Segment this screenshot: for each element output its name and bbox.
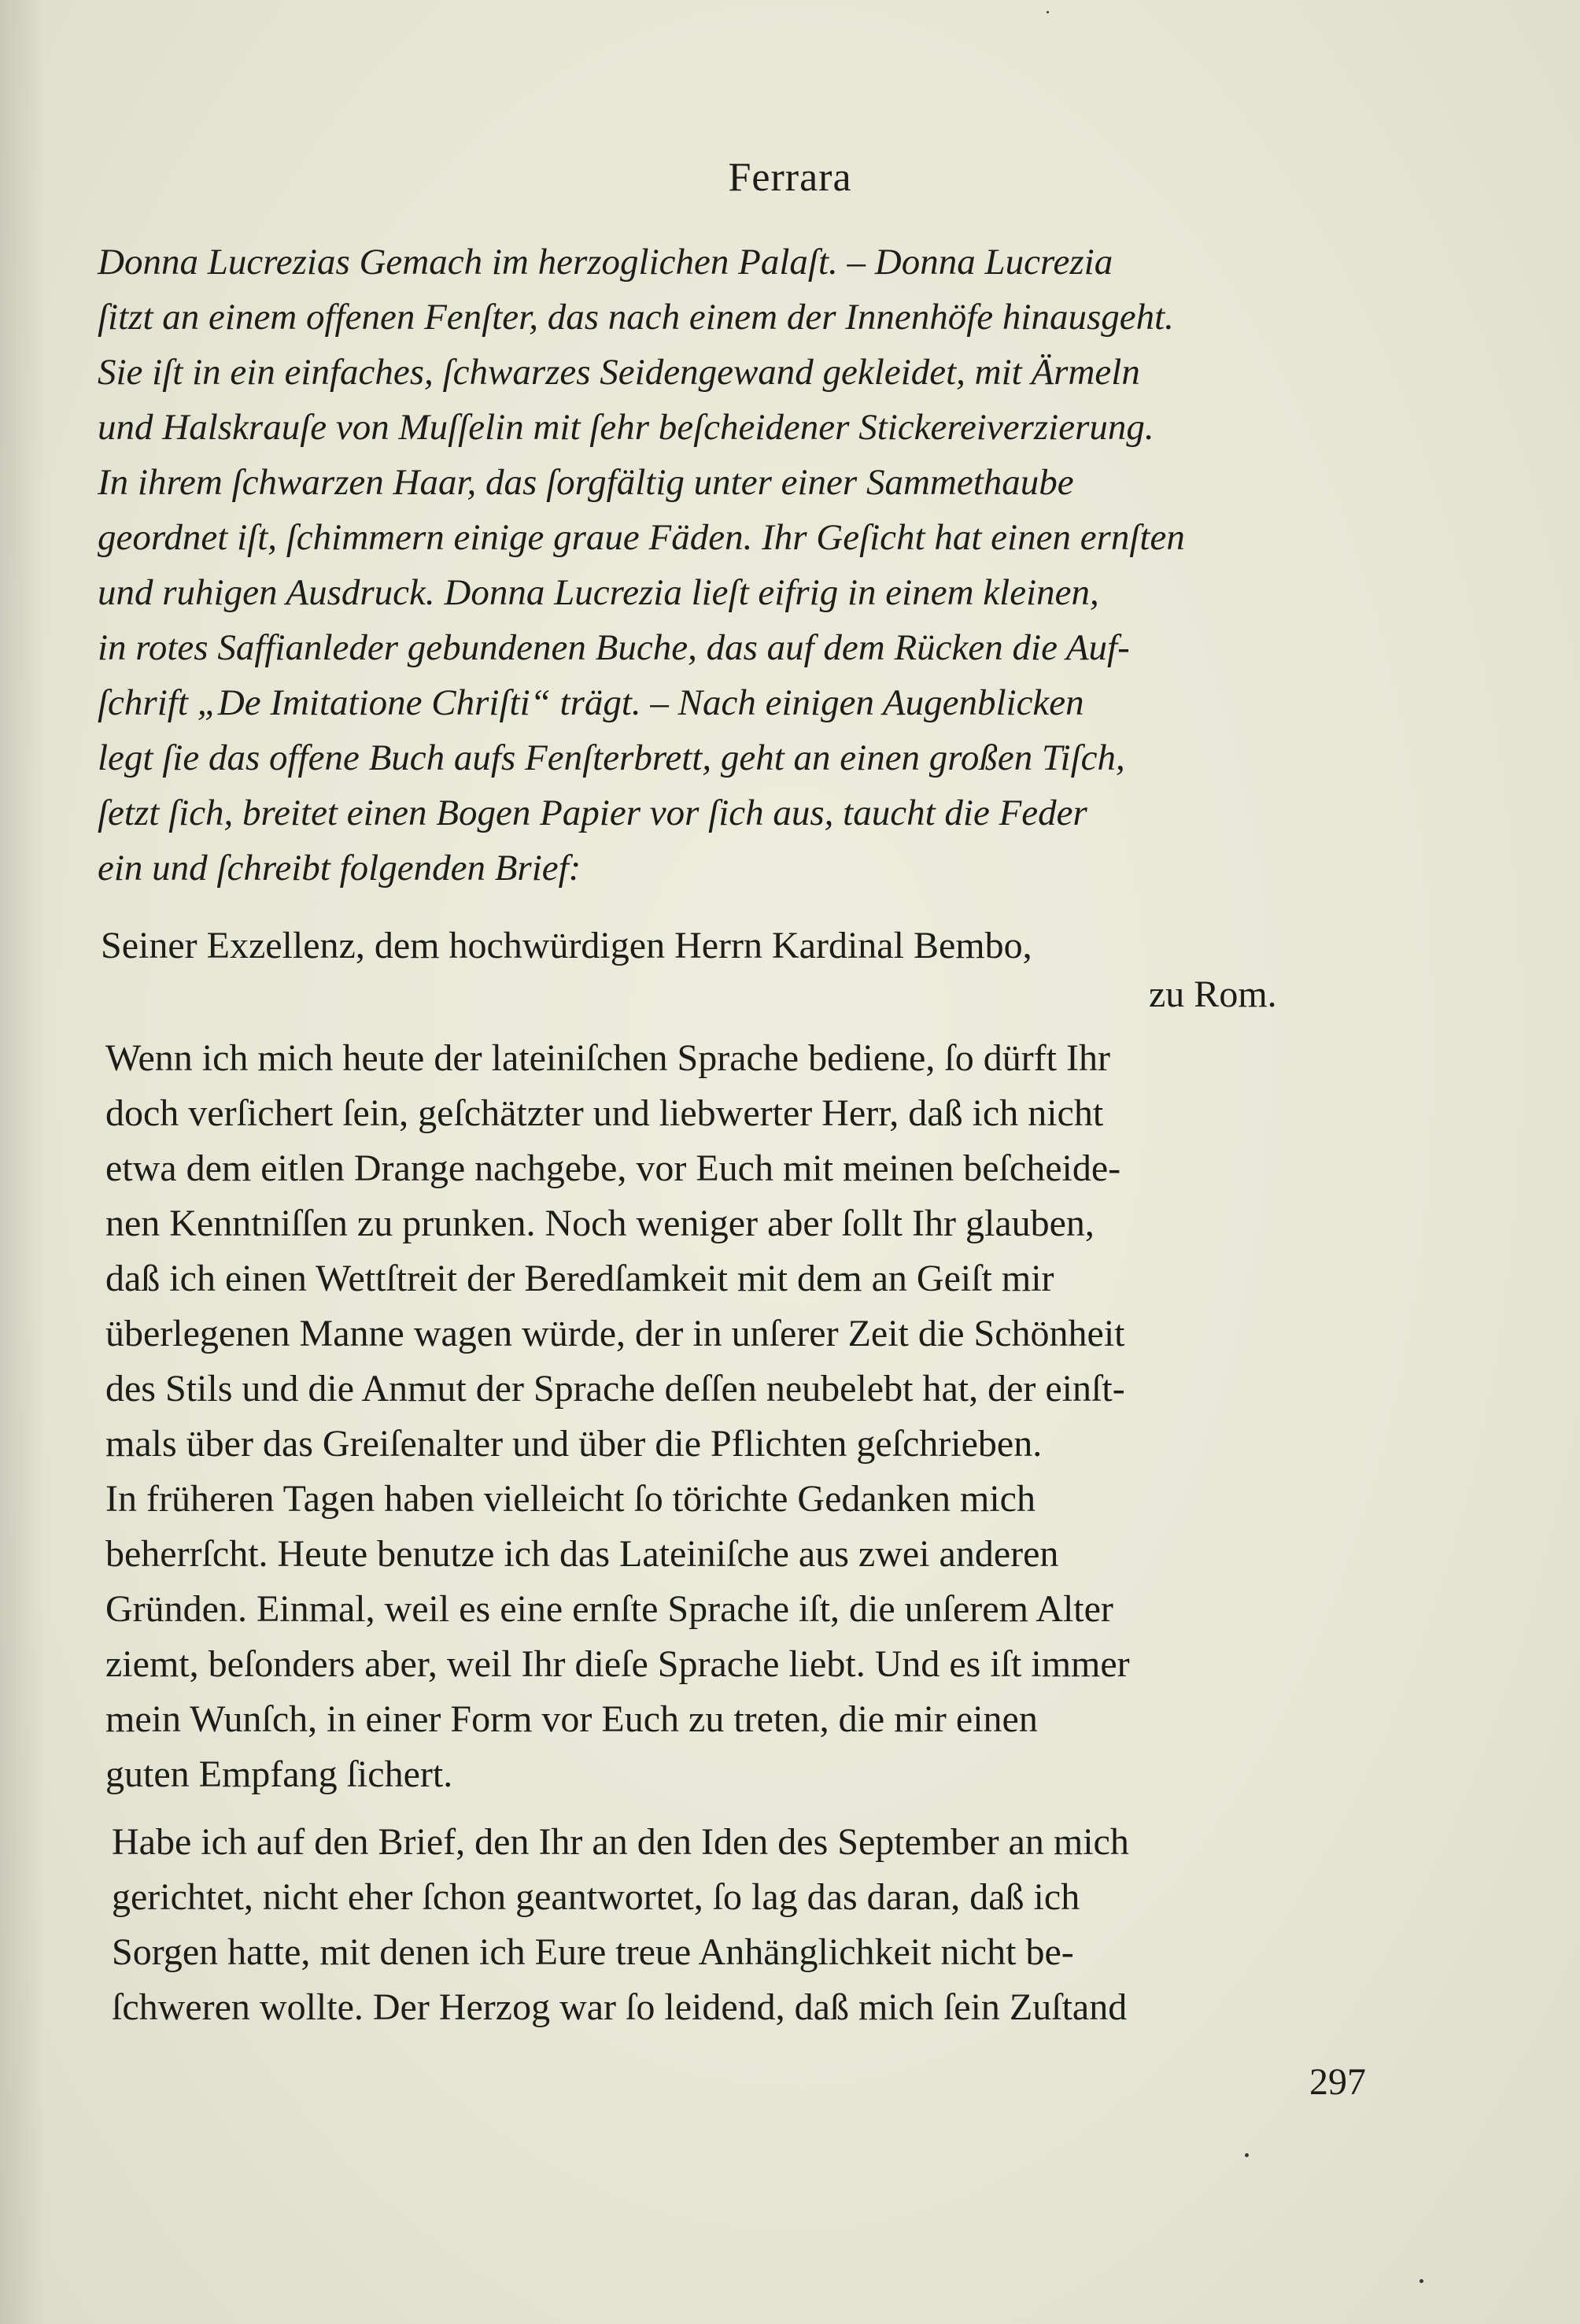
stage-direction: [98, 235, 1357, 896]
letter-line: etwa dem eitlen Drange nachgebe, vor Euch mit meinen beſcheide-: [105, 1147, 1121, 1189]
paper-speck: [1245, 2153, 1249, 2157]
letter-line: Habe ich auf den Brief, den Ihr an den Iden des September an mich: [112, 1821, 1129, 1863]
letter-paragraph-1: [105, 1031, 1380, 1802]
stage-line: legt ſie das offene Buch aufs Fenſterbrett, geht an einen großen Tiſch,: [98, 737, 1125, 778]
stage-line: ſetzt ſich, breitet einen Bogen Papier vor ſich aus, taucht die Feder: [98, 793, 1087, 833]
letter-place: zu Rom.: [1149, 974, 1277, 1015]
stage-line: und ruhigen Ausdruck. Donna Lucrezia lieſt eifrig in einem kleinen,: [98, 572, 1099, 613]
stage-line: In ihrem ſchwarzen Haar, das ſorgfältig unter einer Sammethaube: [98, 462, 1074, 503]
stage-line: Sie iſt in ein einfaches, ſchwarzes Seidengewand gekleidet, mit Ärmeln: [98, 352, 1140, 393]
stage-line: geordnet iſt, ſchimmern einige graue Fäden. Ihr Geſicht hat einen ernſten: [98, 517, 1185, 558]
stage-line: in rotes Saffianleder gebundenen Buche, das auf dem Rücken die Auf-: [98, 627, 1130, 668]
letter-line: nen Kenntniſſen zu prunken. Noch weniger aber ſollt Ihr glauben,: [105, 1203, 1095, 1244]
letter-line: des Stils und die Anmut der Sprache deſſen neubelebt hat, der einſt-: [105, 1368, 1125, 1410]
letter-line: doch verſichert ſein, geſchätzter und liebwerter Herr, daß ich nicht: [105, 1092, 1104, 1134]
letter-line: guten Empfang ſichert.: [105, 1753, 453, 1795]
letter-line: Sorgen hatte, mit denen ich Eure treue Anhänglichkeit nicht be-: [112, 1931, 1074, 1973]
stage-line: ſitzt an einem offenen Fenſter, das nach einem der Innenhöfe hinausgeht.: [98, 297, 1174, 338]
stage-line: und Halskrauſe von Muſſelin mit ſehr beſcheidener Stickereiverzierung.: [98, 407, 1154, 448]
paper-speck: [1047, 11, 1049, 13]
letter-line: gerichtet, nicht eher ſchon geantwortet, ſo lag das daran, daß ich: [112, 1876, 1080, 1918]
paper-speck: [1419, 2279, 1423, 2283]
stage-line: ſchrift „De Imitatione Chriſti“ trägt. – Nach einigen Augenblicken: [98, 682, 1084, 723]
chapter-heading: Ferrara: [728, 155, 852, 200]
letter-line: ſchweren wollte. Der Herzog war ſo leidend, daß mich ſein Zuſtand: [112, 1986, 1128, 2028]
letter-line: mals über das Greiſenalter und über die Pflichten geſchrieben.: [105, 1423, 1043, 1465]
letter-paragraph-2: [112, 1815, 1386, 2035]
letter-addressee: Seiner Exzellenz, dem hochwürdigen Herrn Kardinal Bembo,: [101, 925, 1032, 966]
letter-line: ziemt, beſonders aber, weil Ihr dieſe Sprache liebt. Und es iſt immer: [105, 1643, 1130, 1685]
stage-line: Donna Lucrezias Gemach im herzoglichen Palaſt. – Donna Lucrezia: [98, 242, 1113, 283]
stage-line: ein und ſchreibt folgenden Brief:: [98, 848, 581, 889]
letter-line: Wenn ich mich heute der lateiniſchen Sprache bediene, ſo dürft Ihr: [105, 1037, 1110, 1079]
letter-line: beherrſcht. Heute benutze ich das Lateiniſche aus zwei anderen: [105, 1533, 1059, 1575]
page-edge-shadow: [0, 0, 47, 2324]
letter-line: In früheren Tagen haben vielleicht ſo törichte Gedanken mich: [105, 1478, 1035, 1520]
page-number: 297: [1309, 2061, 1366, 2103]
letter-line: mein Wunſch, in einer Form vor Euch zu treten, die mir einen: [105, 1698, 1038, 1740]
letter-line: überlegenen Manne wagen würde, der in unſerer Zeit die Schönheit: [105, 1313, 1125, 1354]
letter-line: Gründen. Einmal, weil es eine ernſte Sprache iſt, die unſerem Alter: [105, 1588, 1113, 1630]
letter-line: daß ich einen Wettſtreit der Beredſamkeit mit dem an Geiſt mir: [105, 1258, 1054, 1299]
